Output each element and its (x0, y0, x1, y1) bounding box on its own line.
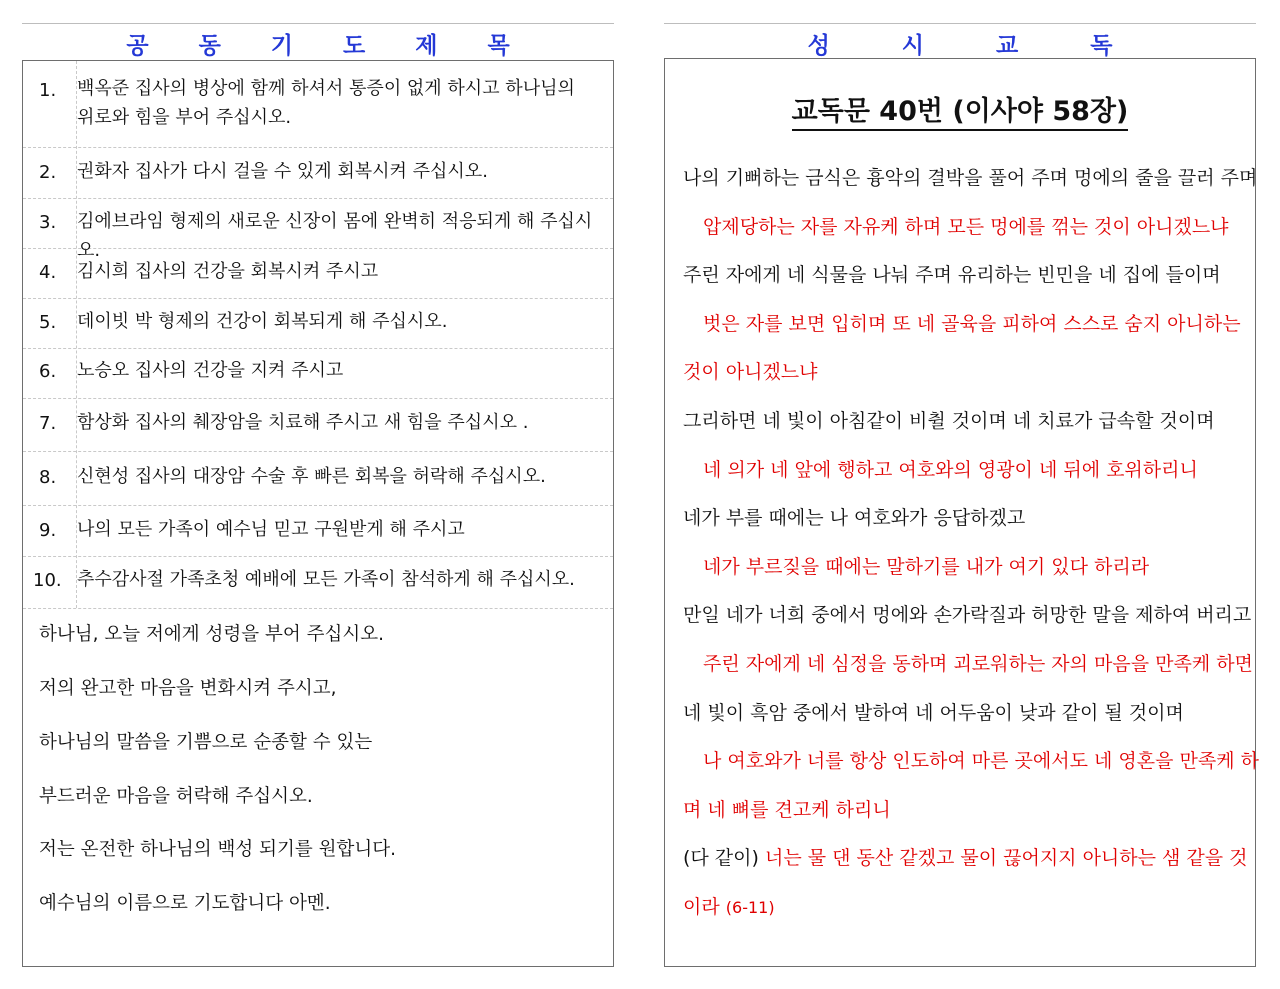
title-char: 교 (996, 33, 1019, 59)
title-char: 공 (126, 33, 149, 59)
verse-response: 것이 아니겠느냐 (683, 361, 818, 383)
prayer-line: 하나님의 말씀을 기쁨으로 순종할 수 있는 (39, 732, 373, 753)
prayer-requests-title (22, 27, 614, 59)
request-number: 6. (39, 361, 57, 382)
reading-heading (665, 89, 1255, 128)
request-text: 추수감사절 가족초청 예배에 모든 가족이 참석하게 해 주십시오. (77, 569, 575, 590)
request-number: 10. (33, 570, 62, 591)
prayer-request-row (23, 147, 613, 199)
request-number: 7. (39, 413, 57, 434)
unison-text: 너는 물 댄 동산 같겠고 물이 끊어지지 아니하는 샘 같을 것 (764, 847, 1248, 869)
prayer-request-row (23, 348, 613, 399)
request-number: 8. (39, 467, 57, 488)
request-text: 신현성 집사의 대장암 수술 후 빠른 회복을 허락해 주십시오. (77, 466, 546, 487)
prayer-line: 저는 온전한 하나님의 백성 되기를 원합니다. (39, 839, 396, 860)
title-char: 제 (415, 33, 438, 59)
request-number: 3. (39, 212, 57, 233)
verse-leader: 나의 기뻐하는 금식은 흉악의 결박을 풀어 주며 멍에의 줄을 끌러 주며 (683, 167, 1258, 189)
right-header-rule (664, 23, 1256, 24)
prayer-line: 저의 완고한 마음을 변화시켜 주시고, (39, 678, 337, 699)
prayer-line: 하나님, 오늘 저에게 성령을 부어 주십시오. (39, 624, 384, 645)
request-number: 2. (39, 162, 57, 183)
prayer-requests-box (22, 60, 614, 967)
title-char: 기 (270, 33, 293, 59)
request-number: 1. (39, 80, 57, 101)
title-char: 시 (901, 33, 924, 59)
title-char: 성 (807, 33, 830, 59)
verse-unison (683, 843, 1249, 870)
verse-response: 네 의가 네 앞에 행하고 여호와의 영광이 네 뒤에 호위하리니 (703, 459, 1198, 481)
prayer-request-row (23, 451, 613, 506)
title-char: 독 (1090, 33, 1113, 59)
prayer-request-row (23, 198, 613, 261)
request-text: 나의 모든 가족이 예수님 믿고 구원받게 해 주시고 (77, 519, 465, 540)
unison-label: (다 같이) (683, 847, 759, 869)
request-text: 권화자 집사가 다시 걸을 수 있게 회복시켜 주십시오. (77, 161, 488, 182)
request-text: 함상화 집사의 췌장암을 치료해 주시고 새 힘을 주십시오 . (77, 412, 529, 433)
request-number: 4. (39, 262, 57, 283)
prayer-request-row (23, 298, 613, 349)
title-char: 도 (343, 33, 366, 59)
prayer-line: 부드러운 마음을 허락해 주십시오. (39, 786, 313, 807)
verse-unison (683, 892, 1249, 919)
verse-response: 네가 부르짖을 때에는 말하기를 내가 여기 있다 하리라 (703, 556, 1150, 578)
verse-leader: 그리하면 네 빛이 아침같이 비췰 것이며 네 치료가 급속할 것이며 (683, 410, 1215, 432)
verse-leader: 네가 부를 때에는 나 여호와가 응답하겠고 (683, 507, 1026, 529)
title-char: 목 (487, 33, 510, 59)
prayer-request-row (23, 61, 613, 148)
left-header-rule (22, 23, 614, 24)
unison-text: 이라 (683, 896, 720, 918)
reading-heading-text: 교독문 40번 (이사야 58장) (792, 96, 1129, 131)
request-text: 백옥준 집사의 병상에 함께 하셔서 통증이 없게 하시고 하나님의 위로와 힘을 부어 주십시오. (77, 78, 575, 128)
responsive-reading-title (664, 27, 1256, 59)
prayer-request-row (23, 398, 613, 452)
verse-response: 나 여호와가 너를 항상 인도하여 마른 곳에서도 네 영혼을 만족케 하 (703, 750, 1259, 772)
request-text: 노승오 집사의 건강을 지켜 주시고 (77, 360, 344, 381)
request-number: 9. (39, 520, 57, 541)
responsive-reading-box (664, 58, 1259, 967)
title-char: 동 (198, 33, 221, 59)
verse-response: 며 네 뼈를 견고케 하리니 (683, 799, 891, 821)
verse-response: 벗은 자를 보면 입히며 또 네 골육을 피하여 스스로 숨지 아니하는 (703, 313, 1241, 335)
verse-leader: 네 빛이 흑암 중에서 발하여 네 어두움이 낮과 같이 될 것이며 (683, 702, 1184, 724)
verse-leader: 만일 네가 너희 중에서 멍에와 손가락질과 허망한 말을 제하여 버리고 (683, 604, 1252, 626)
prayer-line: 예수님의 이름으로 기도합니다 아멘. (39, 893, 331, 914)
verse-response: 압제당하는 자를 자유케 하며 모든 멍에를 꺾는 것이 아니겠느냐 (703, 216, 1229, 238)
request-number: 5. (39, 312, 57, 333)
prayer-request-row (23, 556, 613, 609)
request-text: 김시희 집사의 건강을 회복시켜 주시고 (77, 261, 379, 282)
request-text: 김에브라임 형제의 새로운 신장이 몸에 완벽히 적응되게 해 주십시오. (77, 211, 593, 261)
verse-leader: 주린 자에게 네 식물을 나눠 주며 유리하는 빈민을 네 집에 들이며 (683, 264, 1221, 286)
prayer-request-row (23, 505, 613, 557)
request-text: 데이빗 박 형제의 건강이 회복되게 해 주십시오. (77, 311, 448, 332)
prayer-request-row (23, 248, 613, 299)
verse-response: 주린 자에게 네 심정을 동하며 괴로워하는 자의 마음을 만족케 하면 (703, 653, 1253, 675)
verse-reference: (6-11) (725, 898, 775, 917)
